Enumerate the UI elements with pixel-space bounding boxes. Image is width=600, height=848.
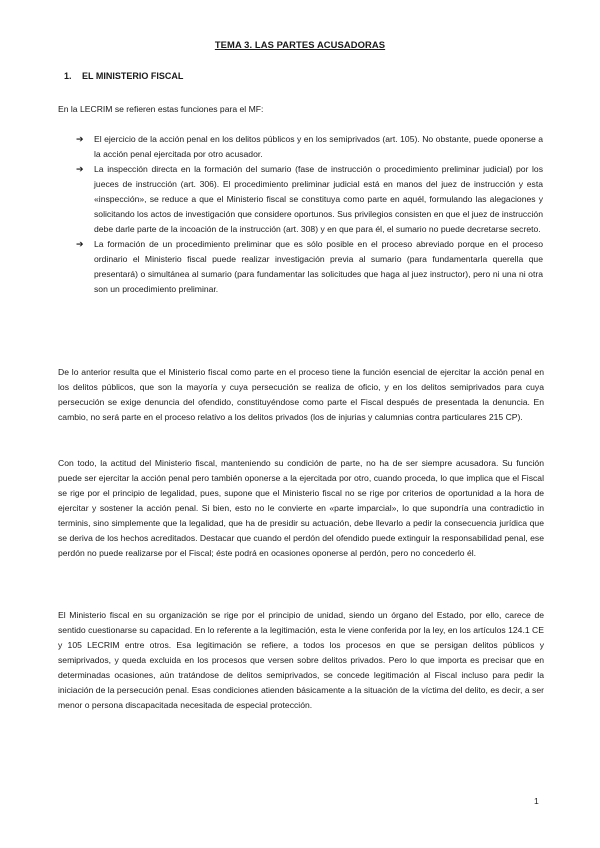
list-item-text: La inspección directa en la formación del sumario (fase de instrucción o procedimiento preliminar judicial) por los jueces de instrucción (art. 306). El procedimiento preliminar judicial está en manos del juez de instrucción y esta «inspección», se reduce a que el Ministerio fiscal se constituya como parte en aquél, formulando las alegaciones y solicitando los actos de investigación que considere oportunos. Sus privilegios consisten en que el juez de instrucción debe darle parte de la incoación de la instrucción (art. 308) y en que para él, el sumario no puede decretarse secreto. <box>94 164 543 234</box>
section-number: 1. <box>64 71 72 81</box>
intro-text: En la LECRIM se refieren estas funciones para el MF: <box>58 104 264 114</box>
page-number: 1 <box>534 796 539 806</box>
page-title: TEMA 3. LAS PARTES ACUSADORAS <box>214 39 386 50</box>
paragraph: El Ministerio fiscal en su organización se rige por el principio de unidad, siendo un órgano del Estado, por ello, carece de sentido cuestionarse su capacidad. En lo referente a la legitimación, esta le viene conferida por la ley, en los artículos 124.1 CE y 105 LECRIM entre otros. Esa legitimación se refiere, a todos los procesos en que se persigan delitos públicos y semiprivados, y queda excluida en los procesos que versen sobre delitos privados. Pero lo que importa es precisar que en determinadas ocasiones, aún tratándose de delitos semiprivados, se concede legitimación al Fiscal incluso para pedir la iniciación de la persecución penal. Esas condiciones atienden básicamente a la situación de la víctima del delito, es decir, a ser menor o persona discapacitada necesitada de especial protección. <box>58 610 544 710</box>
list-item-text: La formación de un procedimiento preliminar que es sólo posible en el proceso abreviado porque en el proceso ordinario el Ministerio fiscal puede realizar investigación previa al sumario (para fundamentarla querella que presentará) o simultánea al sumario (para fundamentar las solicitudes que haga al juez instructor), pero ni una ni otra son un procedimiento preliminar. <box>94 239 543 294</box>
right-arrow-icon: ➔ <box>76 164 84 174</box>
list-item <box>76 162 543 237</box>
right-arrow-icon: ➔ <box>76 239 84 249</box>
list-item <box>76 237 543 297</box>
section-heading-text: EL MINISTERIO FISCAL <box>82 71 184 81</box>
right-arrow-icon: ➔ <box>76 134 84 144</box>
paragraph: Con todo, la actitud del Ministerio fiscal, manteniendo su condición de parte, no ha de ser siempre acusadora. Su función puede ser ejercitar la acción penal pero también oponerse a la ejercitada por otro, cuando proceda, lo que implica que el Fiscal se rige por el principio de legalidad, pues, supone que el Ministerio fiscal no se rige por criterios de oportunidad a la hora de ejercitar y sostener la acción penal. Si bien, esto no le convierte en «parte imparcial», lo que supondría una contradictio in terminis, sino simplemente que la legalidad, que ha de presidir su actuación, debe llevarlo a pedir la consecuencia jurídica que se deriva de los hechos acreditados. Destacar que cuando el perdón del ofendido puede extinguir la responsabilidad penal, ese perdón no puede realizarse por el Fiscal; éste podrá en ocasiones oponerse al perdón, pero no concederlo él. <box>58 458 544 558</box>
list-item <box>76 132 543 162</box>
functions-list <box>76 132 543 297</box>
paragraph: De lo anterior resulta que el Ministerio fiscal como parte en el proceso tiene la función esencial de ejercitar la acción penal en los delitos públicos, que son la mayoría y cuya persecución se realiza de oficio, y en los delitos semiprivados para cuya persecución se exige denuncia del ofendido, constituyéndose como parte el Fiscal después de presentada la denuncia. En cambio, no será parte en el proceso relativo a los delitos privados (los de injurias y calumnias contra particulares 215 CP). <box>58 367 544 422</box>
section-heading <box>64 69 183 84</box>
list-item-text: El ejercicio de la acción penal en los delitos públicos y en los semiprivados (art. 105). No obstante, puede oponerse a la acción penal ejercitada por otro acusador. <box>94 134 543 159</box>
